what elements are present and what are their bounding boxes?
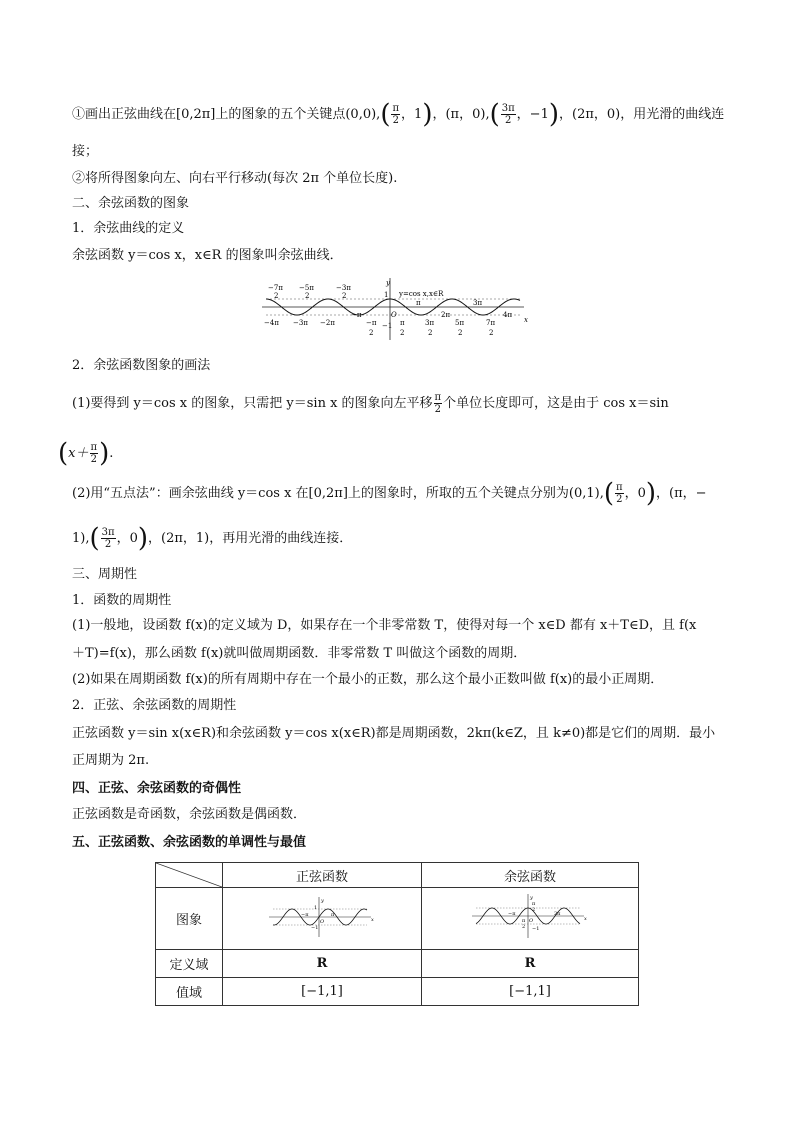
paren-open: ( <box>489 99 500 130</box>
section2-p2 <box>72 478 707 509</box>
section2-p1-cont <box>58 438 114 469</box>
tick-label: 2 <box>274 292 279 300</box>
paren-close: ) <box>99 438 110 469</box>
frac-pi-2 <box>391 103 400 126</box>
svg-text:−1: −1 <box>311 924 319 931</box>
p2-text-d: 1), <box>72 531 90 546</box>
svg-text:y: y <box>321 897 324 904</box>
frac-den: 2 <box>392 115 399 126</box>
svg-text:−π: −π <box>508 910 516 917</box>
table-header-row <box>156 863 639 888</box>
p2-text-e: ，0 <box>116 531 138 546</box>
frac-den: 2 <box>505 115 512 126</box>
svg-text:2: 2 <box>532 906 536 913</box>
tick-label: 2 <box>342 292 347 300</box>
tick-label: 7π <box>486 319 496 327</box>
p1-text-d: . <box>109 446 114 461</box>
step1-text-e: ，(2π，0)，用光滑的曲线连 <box>559 107 725 122</box>
svg-text:O: O <box>320 918 325 925</box>
svg-text:π: π <box>331 911 335 918</box>
p1-text-a: (1)要得到 y＝cos x 的图象，只需把 y＝sin x 的图象向左平移 <box>72 396 433 411</box>
tick-label: −4π <box>264 319 279 327</box>
paren-open: ( <box>58 438 69 469</box>
frac-num: π <box>616 482 623 493</box>
paren-close: ) <box>645 478 657 509</box>
p2-text-b: ，0 <box>624 486 646 501</box>
tick-label: 2 <box>428 329 433 337</box>
tick-label: π <box>416 299 421 307</box>
frac-3pi-2 <box>501 103 516 126</box>
tick-label: −7π <box>268 284 283 292</box>
section2-p2-cont <box>72 523 353 554</box>
intro-step1 <box>72 99 725 130</box>
graph-function-label: y=cos x,x∈R <box>399 290 444 298</box>
col-header-cos: 余弦函数 <box>422 863 639 888</box>
frac-3pi-2 <box>101 527 116 550</box>
p1-text-b: 个单位长度即可，这是由于 cos x＝sin <box>443 396 669 411</box>
cos-range: [−1,1] <box>422 978 639 1006</box>
frac-den: 2 <box>616 494 623 505</box>
section3-sub2: 2．正弦、余弦函数的周期性 <box>72 698 237 713</box>
tick-label: 2 <box>305 292 310 300</box>
section4-heading: 四、正弦、余弦函数的奇偶性 <box>72 781 242 796</box>
p2-text-f: ，(2π，1)，再用光滑的曲线连接． <box>148 531 353 546</box>
frac-den: 2 <box>104 539 112 550</box>
comparison-table <box>155 862 639 1006</box>
tick-label: 2 <box>400 329 405 337</box>
x-axis-label: x <box>524 316 528 324</box>
frac-den: 2 <box>434 404 442 415</box>
sin-mini-graph <box>267 895 377 939</box>
svg-text:π: π <box>532 900 536 907</box>
tick-label: 3π <box>473 299 483 307</box>
svg-text:x: x <box>584 915 587 922</box>
section2-sub2: 2．余弦函数图象的画法 <box>72 358 211 373</box>
tick-label: 3π <box>425 319 435 327</box>
frac-pi-2 <box>434 392 443 415</box>
step1-text-c: ，(π，0), <box>432 107 490 122</box>
cosine-curve-graph <box>258 276 532 342</box>
section3-sub1: 1．函数的周期性 <box>72 593 172 608</box>
p1-text-c: x＋ <box>68 446 89 461</box>
svg-text:O: O <box>529 917 534 924</box>
paren-open: ( <box>89 523 100 554</box>
tick-label: 2 <box>458 329 463 337</box>
frac-num: 3π <box>501 103 515 114</box>
tick-label: 2π <box>441 311 451 319</box>
section3-p3-l2: 正周期为 2π. <box>72 753 150 768</box>
paren-close: ) <box>548 99 559 130</box>
frac-num: 3π <box>101 527 115 538</box>
svg-text:y: y <box>530 894 533 901</box>
svg-text:−π: −π <box>301 911 309 918</box>
tick-label: 2 <box>489 329 494 337</box>
section2-sub1: 1．余弦曲线的定义 <box>72 221 185 236</box>
section3-p3-l1: 正弦函数 y＝sin x(x∈R)和余弦函数 y＝cos x(x∈R)都是周期函数，2kπ(k∈Z，且 k≠0)都是它们的周期．最小 <box>72 726 716 741</box>
p2-text-a: (2)用“五点法”：画余弦曲线 y＝cos x 在[0,2π]上的图象时，所取的五个关键点分别为(0,1), <box>72 486 604 501</box>
origin-label: O <box>391 311 397 319</box>
frac-pi-2 <box>90 442 99 465</box>
y-axis-label: y <box>386 279 390 287</box>
tick-label: −1 <box>382 322 393 330</box>
frac-num: π <box>434 392 442 403</box>
tick-label: −5π <box>299 284 314 292</box>
sin-domain: R <box>223 950 422 978</box>
step1-text-a: ①画出正弦曲线在[0,2π]上的图象的五个关键点(0,0), <box>72 107 381 122</box>
tick-label: 5π <box>455 319 465 327</box>
section3-p1-l1: (1)一般地，设函数 f(x)的定义域为 D，如果存在一个非零常数 T，使得对每一个 x∈D 都有 x＋T∈D，且 f(x <box>72 618 697 633</box>
table-row-graph <box>156 888 639 950</box>
frac-pi-2 <box>615 482 624 505</box>
svg-text:1: 1 <box>314 904 318 911</box>
col-header-sin: 正弦函数 <box>223 863 422 888</box>
diagonal-line <box>156 863 222 887</box>
p2-text-c: ，(π，− <box>656 486 707 501</box>
step1-text-b: ，1 <box>401 107 423 122</box>
row-label-range: 值域 <box>156 978 223 1006</box>
paren-close: ) <box>422 99 433 130</box>
tick-label: −π <box>366 319 377 327</box>
tick-label: π <box>400 319 405 327</box>
sin-range: [−1,1] <box>223 978 422 1006</box>
row-label-graph: 图象 <box>156 888 223 950</box>
frac-den: 2 <box>90 454 97 465</box>
tick-label: 4π <box>503 311 513 319</box>
step1-text-d: ，−1 <box>516 107 549 122</box>
cos-mini-graph <box>470 892 590 942</box>
row-label-domain: 定义域 <box>156 950 223 978</box>
svg-text:2: 2 <box>522 923 526 930</box>
tick-label: −3π <box>336 284 351 292</box>
section5-heading: 五、正弦函数、余弦函数的单调性与最值 <box>72 835 307 850</box>
frac-num: π <box>90 442 98 453</box>
table-row-domain <box>156 950 639 978</box>
section3-heading: 三、周期性 <box>72 567 138 582</box>
paren-close: ) <box>137 523 149 554</box>
svg-text:2π: 2π <box>554 910 561 917</box>
cos-graph-cell <box>422 888 639 950</box>
section4-text: 正弦函数是奇函数，余弦函数是偶函数． <box>72 807 307 822</box>
tick-label: −2π <box>320 319 335 327</box>
paren-open: ( <box>380 99 391 130</box>
sin-graph-cell <box>223 888 422 950</box>
intro-step1-cont: 接； <box>72 144 99 159</box>
section3-p1-l2: ＋T)=f(x)，那么函数 f(x)就叫做周期函数．非零常数 T 叫做这个函数的周期． <box>72 646 527 661</box>
svg-text:π: π <box>522 917 526 924</box>
tick-label: −3π <box>293 319 308 327</box>
tick-label: 1 <box>384 291 389 299</box>
section2-p1 <box>72 392 669 415</box>
table-row-range <box>156 978 639 1006</box>
svg-text:−1: −1 <box>532 925 540 932</box>
section3-p2: (2)如果在周期函数 f(x)的所有周期中存在一个最小的正数，那么这个最小正数叫做 f(x)的最小正周期． <box>72 672 664 687</box>
tick-label: −π <box>351 311 362 319</box>
svg-text:x: x <box>371 916 374 923</box>
intro-step2: ②将所得图象向左、向右平行移动(每次 2π 个单位长度). <box>72 171 398 186</box>
tick-label: 2 <box>369 329 374 337</box>
cos-domain: R <box>422 950 639 978</box>
table-corner-cell <box>156 863 223 888</box>
frac-num: π <box>392 103 400 114</box>
paren-open: ( <box>603 478 615 509</box>
section2-def: 余弦函数 y＝cos x，x∈R 的图象叫余弦曲线． <box>72 248 343 263</box>
section2-heading: 二、余弦函数的图象 <box>72 196 190 211</box>
